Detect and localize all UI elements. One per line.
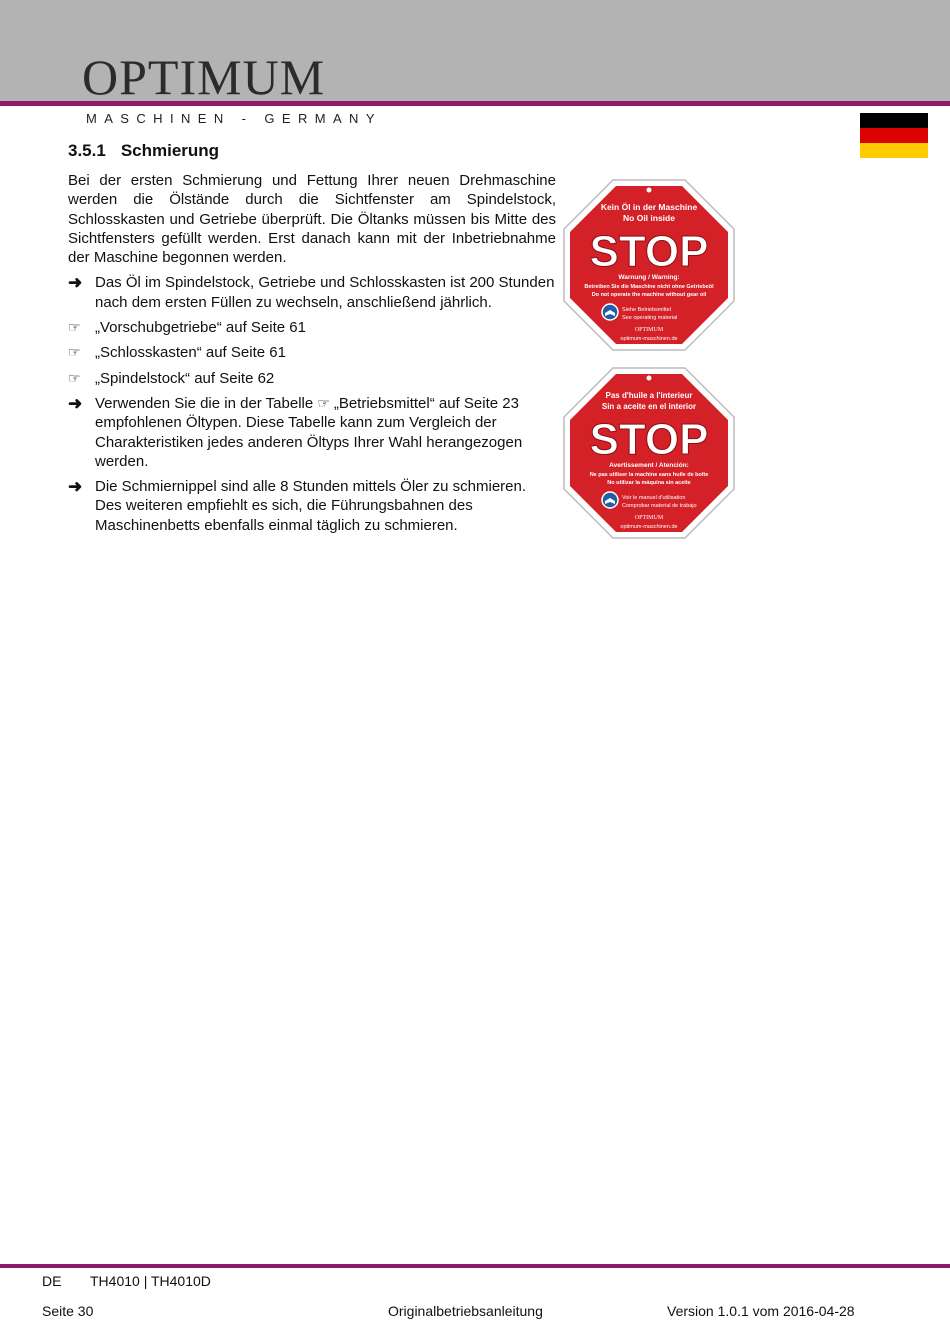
cross-reference[interactable]	[68, 318, 556, 337]
sign-stop: STOP	[589, 227, 709, 276]
sign-warning-label: Warnung / Warning:	[618, 274, 680, 281]
warning-signs	[562, 178, 736, 554]
document-type: Originalbetriebsanleitung	[388, 1303, 543, 1319]
arrow-right-icon: ➜	[68, 273, 83, 293]
list-item	[68, 394, 556, 471]
reference-link[interactable]: „Vorschubgetriebe“ auf Seite 61	[95, 319, 306, 337]
arrow-right-icon: ➜	[68, 393, 83, 413]
reference-link[interactable]: „Betriebsmittel“ auf Seite 23 empfohlenen Öltypen. Diese Tabelle kann zum Vergleich der Charakteristiken jedes anderen Öltyps Ihrer Wahl herangezogen werden.	[95, 394, 523, 470]
section-title: Schmierung	[120, 141, 220, 160]
sign-book-1: Siehe Betriebsmittel	[622, 307, 671, 313]
pointing-hand-icon: ☞	[68, 369, 81, 386]
section-number: 3.5.1	[68, 141, 106, 160]
pointing-hand-icon: ☞	[317, 394, 334, 411]
item-text-before: Verwenden Sie die in der Tabelle	[95, 394, 318, 412]
sign-book-2: See operating material	[622, 315, 678, 321]
logo: OPTIMUM	[82, 49, 326, 105]
stop-sign-de-en	[562, 178, 736, 352]
sign-line2: No Oil inside	[623, 213, 675, 223]
sign-warning-1: Ne pas utiliser la machine sans huile de boîte	[589, 472, 709, 478]
item-text: Die Schmiernippel sind alle 8 Stunden mittels Öler zu schmieren. Des weiteren empfiehlt es sich, die Führungsbahnen des Maschinenbetts ebenfalls einmal täglich zu schmieren.	[95, 478, 527, 534]
sign-book-1: Voir le manuel d'utilisation	[622, 495, 686, 501]
sign-warning-label: Avertissement / Atención:	[609, 462, 689, 469]
logo-tagline: MASCHINEN - GERMANY	[86, 111, 382, 126]
german-flag-icon	[860, 113, 928, 158]
sign-warning-2: Do not operate the machine without gear oil	[591, 292, 707, 298]
section-heading	[68, 141, 219, 161]
cross-reference[interactable]	[68, 343, 556, 362]
sign-brand: OPTIMUM	[634, 515, 664, 521]
list-item	[68, 273, 556, 312]
sign-line1: Pas d'huile a l'interieur	[605, 391, 693, 400]
sign-line1: Kein Öl in der Maschine	[600, 202, 698, 212]
page-number: Seite 30	[42, 1303, 94, 1319]
reference-link[interactable]: „Spindelstock“ auf Seite 62	[95, 369, 275, 387]
arrow-right-icon: ➜	[68, 477, 83, 497]
footer-rule	[0, 1264, 950, 1268]
footer-model: TH4010 | TH4010D	[90, 1273, 211, 1289]
version-info: Version 1.0.1 vom 2016-04-28	[667, 1303, 855, 1319]
sign-warning-2: No utilizar la máquina sin aceite	[607, 480, 691, 486]
sign-url: optimum-maschinen.de	[620, 336, 678, 342]
sign-stop: STOP	[589, 415, 709, 464]
sign-line2: Sin a aceite en el interior	[601, 402, 697, 411]
pointing-hand-icon: ☞	[68, 319, 81, 336]
sign-brand: OPTIMUM	[634, 327, 664, 333]
sign-warning-1: Betreiben Sie die Maschine nicht ohne Getriebeöl	[584, 284, 714, 290]
item-text: Das Öl im Spindelstock, Getriebe und Schlosskasten ist 200 Stunden nach dem ersten Füllen zu wechseln, anschließend jährlich.	[95, 274, 555, 311]
list-item	[68, 477, 556, 535]
section-body	[68, 171, 556, 541]
pointing-hand-icon: ☞	[68, 344, 81, 361]
stop-sign-fr-es	[562, 366, 736, 540]
sign-book-2: Comprobar material de trabajo	[622, 503, 697, 509]
intro-paragraph: Bei der ersten Schmierung und Fettung Ihrer neuen Drehmaschine werden die Ölstände durch die Sichtfenster am Spindelstock, Schlosskasten und Getriebe überprüft. Die Öltanks müssen bis Mitte des Sichtfensters gefüllt werden. Erst danach kann mit der Inbetriebnahme der Maschine begonnen werden.	[68, 172, 556, 267]
sign-url: optimum-maschinen.de	[620, 524, 678, 530]
footer-language: DE	[42, 1273, 62, 1289]
cross-reference[interactable]	[68, 369, 556, 388]
reference-link[interactable]: „Schlosskasten“ auf Seite 61	[95, 344, 286, 362]
